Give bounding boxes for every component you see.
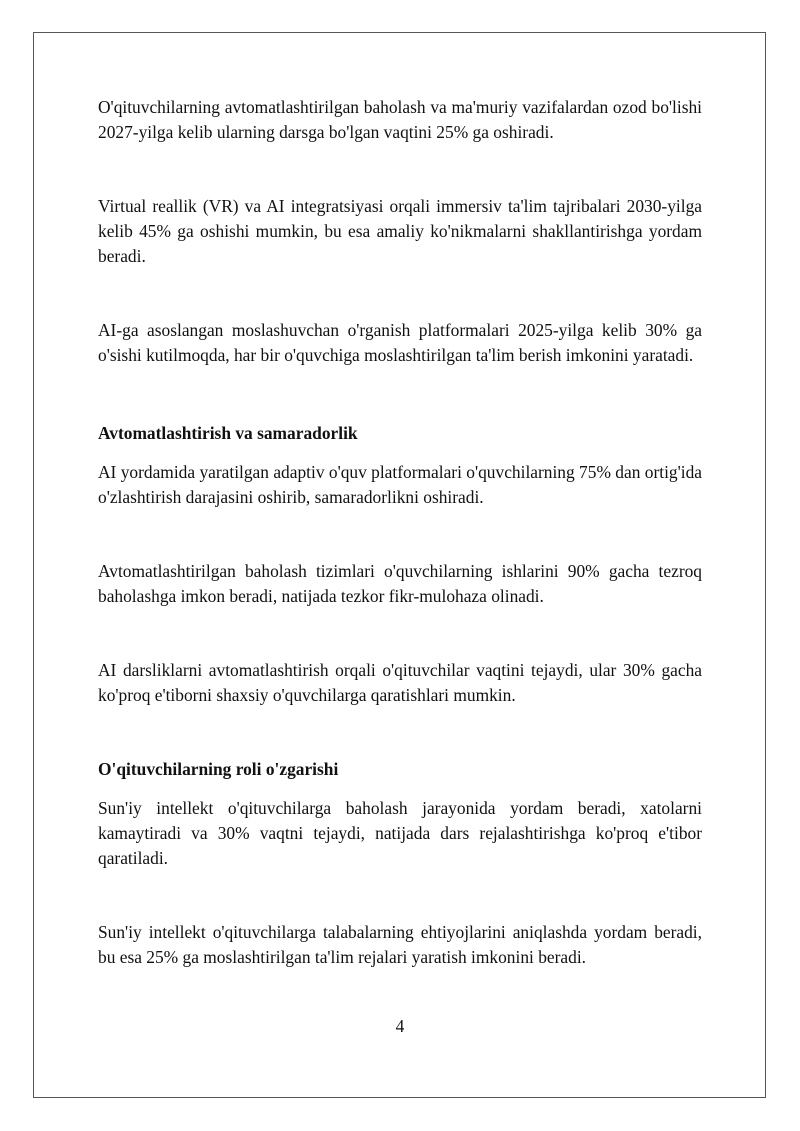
paragraph-student-needs: Sun'iy intellekt o'qituvchilarga talabalarning ehtiyojlarini aniqlashda yordam beradi, bu esa 25% ga moslashtirilgan ta'lim rejalari yaratish imkonini beradi. — [98, 922, 702, 967]
paragraph-ai-grading-help: Sun'iy intellekt o'qituvchilarga baholash jarayonida yordam beradi, xatolarni kamaytiradi va 30% vaqtni tejaydi, natijada dars rejalashtirishga ko'proq e'tibor qaratiladi. — [98, 798, 702, 868]
heading-automation: Avtomatlashtirish va samaradorlik — [98, 423, 358, 443]
paragraph-automated-grading: Avtomatlashtirilgan baholash tizimlari o'quvchilarning ishlarini 90% gacha tezroq baholashga imkon beradi, natijada tezkor fikr-mulohaza olinadi. — [98, 561, 702, 606]
page-number: 4 — [395, 1016, 405, 1036]
paragraph-adaptive-learning: AI yordamida yaratilgan adaptiv o'quv platformalari o'quvchilarning 75% dan ortig'ida o'zlashtirish darajasini oshirib, samaradorlikni oshiradi. — [98, 462, 702, 507]
paragraph-teacher-time: O'qituvchilarning avtomatlashtirilgan baholash va ma'muriy vazifalardan ozod bo'lishi 2027-yilga kelib ularning darsga bo'lgan vaqtini 25% ga oshiradi. — [98, 97, 702, 142]
paragraph-textbook-automation: AI darsliklarni avtomatlashtirish orqali o'qituvchilar vaqtini tejaydi, ular 30% gacha ko'proq e'tiborni shaxsiy o'quvchilarga qaratishlari mumkin. — [98, 660, 702, 705]
heading-teacher-role: O'qituvchilarning roli o'zgarishi — [98, 759, 339, 779]
paragraph-vr-ai: Virtual reallik (VR) va AI integratsiyasi orqali immersiv ta'lim tajribalari 2030-yilga kelib 45% ga oshishi mumkin, bu esa amaliy ko'nikmalarni shakllantirishga yordam beradi. — [98, 196, 702, 266]
paragraph-adaptive-platforms: AI-ga asoslangan moslashuvchan o'rganish platformalari 2025-yilga kelib 30% ga o'sishi kutilmoqda, har bir o'quvchiga moslashtirilgan ta'lim berish imkonini yaratadi. — [98, 320, 702, 365]
document-body — [98, 95, 702, 970]
